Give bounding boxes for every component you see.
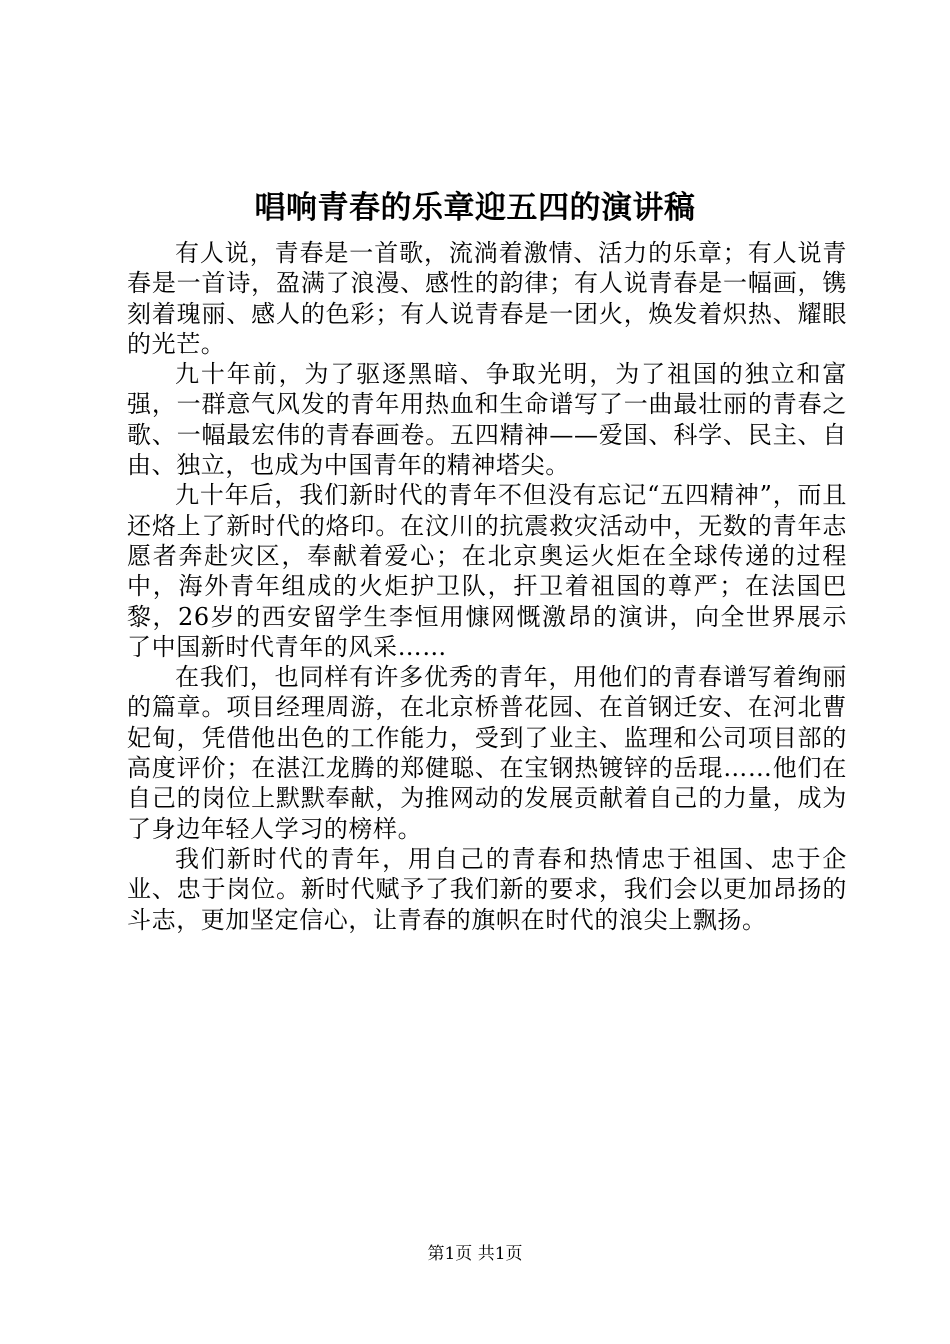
paragraph-5: 我们新时代的青年，用自己的青春和热情忠于祖国、忠于企业、忠于岗位。新时代赋予了我们新的要求，我们会以更加昂扬的斗志，更加坚定信心，让青春的旗帜在时代的浪尖上飘扬。 — [127, 844, 847, 934]
document-title: 唱响青春的乐章迎五四的演讲稿 — [254, 190, 696, 226]
paragraph-1: 有人说，青春是一首歌，流淌着激情、活力的乐章；有人说青春是一首诗，盈满了浪漫、感性的韵律；有人说青春是一幅画，镌刻着瑰丽、感人的色彩；有人说青春是一团火，焕发着炽热、耀眼的光芒。 — [127, 239, 847, 358]
paragraph-2: 九十年前，为了驱逐黑暗、争取光明，为了祖国的独立和富强，一群意气风发的青年用热血和生命谱写了一曲最壮丽的青春之歌、一幅最宏伟的青春画卷。五四精神——爱国、科学、民主、自由、独立，也成为中国青年的精神塔尖。 — [127, 360, 847, 480]
paragraph-4: 在我们，也同样有许多优秀的青年，用他们的青春谱写着绚丽的篇章。项目经理周游，在北京桥普花园、在首钢迁安、在河北曹妃甸，凭借他出色的工作能力，受到了业主、监理和公司项目部的高度评价；在湛江龙腾的郑健聪、在宝钢热镀锌的岳琨……他们在自己的岗位上默默奉献，为推网动的发展贡献着自己的力量，成为了身边年轻人学习的榜样。 — [127, 663, 847, 843]
document-body — [127, 238, 847, 935]
page-footer: 第1页 共1页 — [427, 1244, 523, 1264]
paragraph-3: 九十年后，我们新时代的青年不但没有忘记“五四精神”，而且还烙上了新时代的烙印。在汶川的抗震救灾活动中，无数的青年志愿者奔赴灾区，奉献着爱心；在北京奥运火炬在全球传递的过程中，海外青年组成的火炬护卫队，扞卫着祖国的尊严；在法国巴黎，26岁的西安留学生李恒用慷网慨激昂的演讲，向全世界展示了中国新时代青年的风采…… — [127, 481, 847, 661]
